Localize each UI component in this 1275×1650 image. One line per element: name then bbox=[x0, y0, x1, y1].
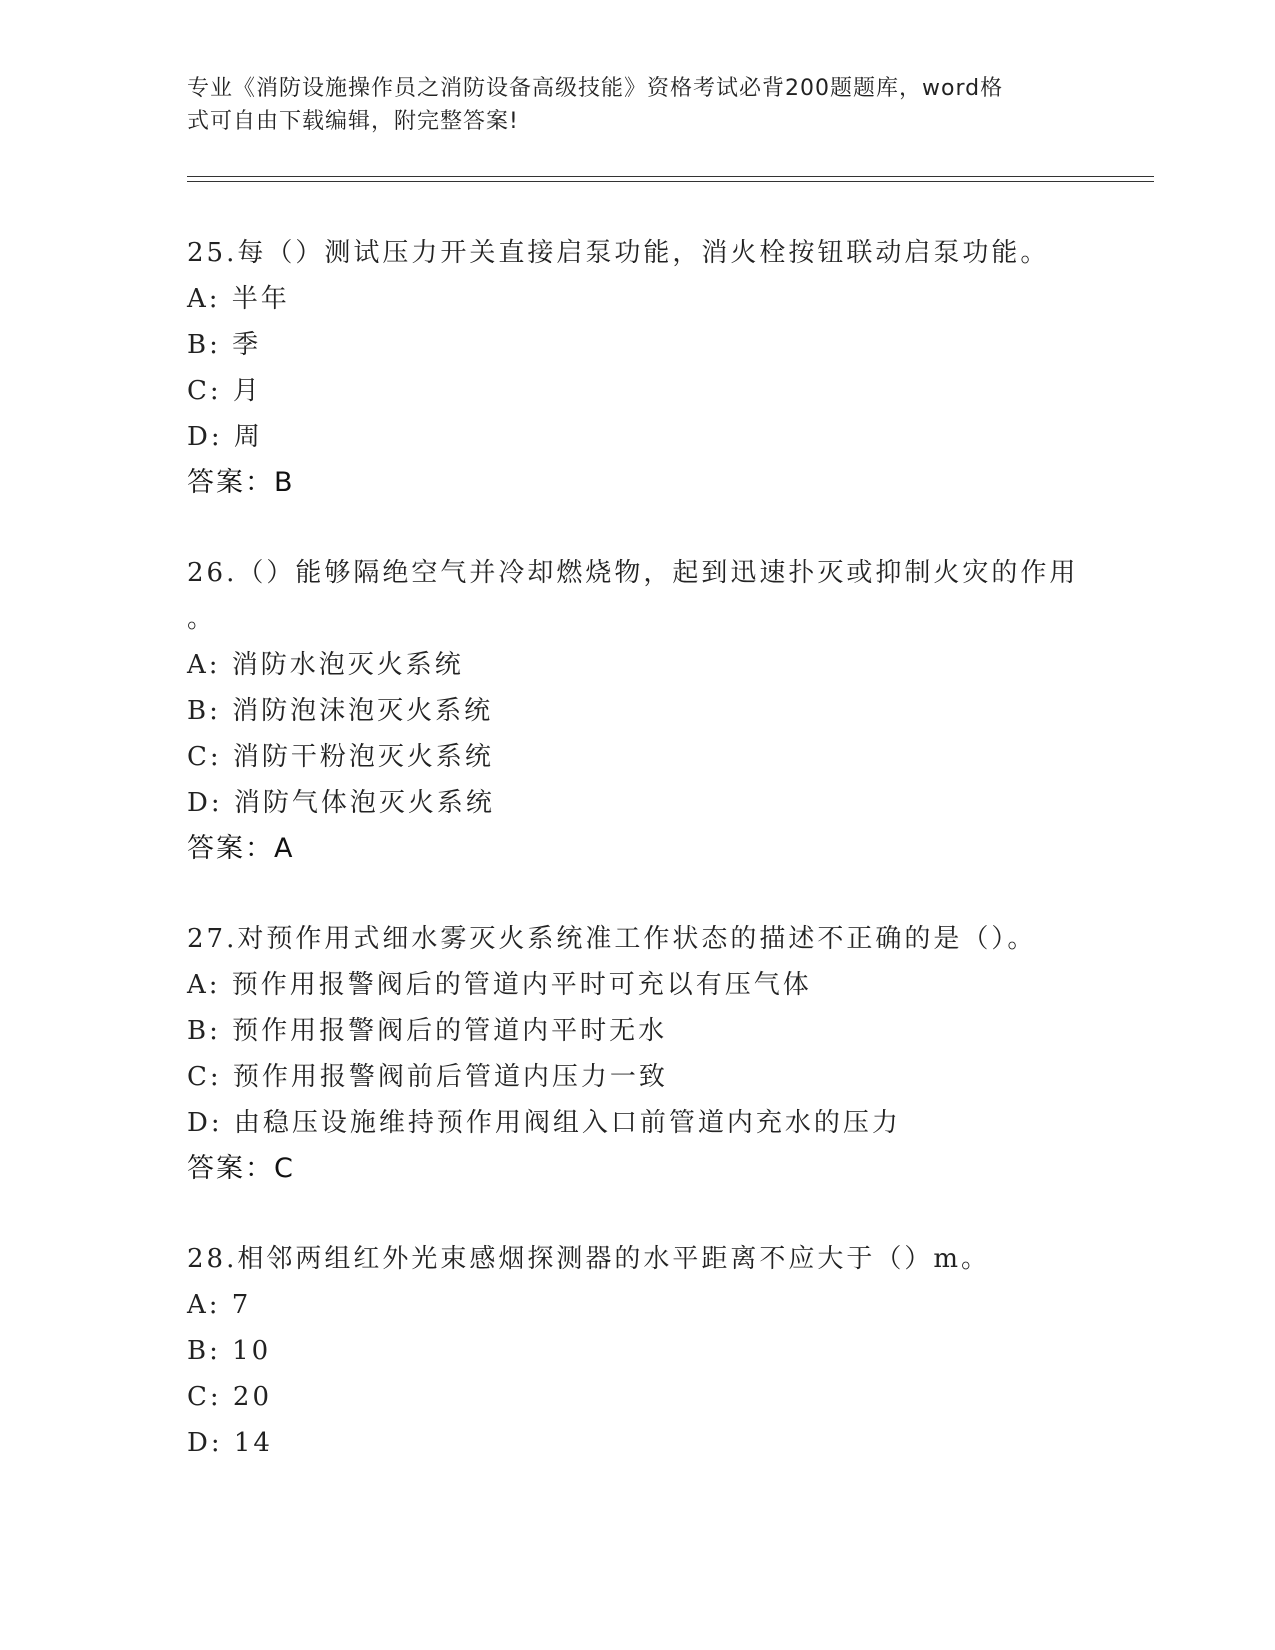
question-text: 28.相邻两组红外光束感烟探测器的水平距离不应大于（）m。 bbox=[187, 1244, 991, 1274]
question-text: 27.对预作用式细水雾灭火系统准工作状态的描述不正确的是（）。 bbox=[187, 924, 1037, 954]
option-c: C: 消防干粉泡灭火系统 bbox=[187, 742, 494, 772]
option-a: A: 半年 bbox=[187, 284, 290, 314]
option-c: C: 预作用报警阀前后管道内压力一致 bbox=[187, 1062, 668, 1092]
header-divider-top bbox=[187, 176, 1154, 177]
option-c: C: 20 bbox=[187, 1382, 273, 1412]
option-d: D: 周 bbox=[187, 422, 263, 452]
question-26 bbox=[187, 550, 1087, 872]
answer-line: 答案：A bbox=[187, 833, 295, 864]
answer-line: 答案：C bbox=[187, 1153, 295, 1184]
option-d: D: 消防气体泡灭火系统 bbox=[187, 788, 495, 818]
question-28 bbox=[187, 1236, 1087, 1466]
question-text: 26.（）能够隔绝空气并冷却燃烧物，起到迅速扑灭或抑制火灾的作用 。 bbox=[187, 558, 1079, 634]
question-25 bbox=[187, 230, 1087, 506]
header-line-2: 式可自由下载编辑，附完整答案! bbox=[187, 109, 519, 134]
option-b: B: 季 bbox=[187, 330, 262, 360]
answer-line: 答案：B bbox=[187, 467, 295, 498]
question-text: 25.每（）测试压力开关直接启泵功能，消火栓按钮联动启泵功能。 bbox=[187, 238, 1050, 268]
option-b: B: 消防泡沫泡灭火系统 bbox=[187, 696, 494, 726]
question-27 bbox=[187, 916, 1087, 1192]
option-a: A: 预作用报警阀后的管道内平时可充以有压气体 bbox=[187, 970, 812, 1000]
document-header bbox=[187, 72, 1067, 138]
option-a: A: 消防水泡灭火系统 bbox=[187, 650, 464, 680]
option-a: A: 7 bbox=[187, 1290, 252, 1320]
question-list bbox=[187, 230, 1087, 1510]
header-line-1: 专业《消防设施操作员之消防设备高级技能》资格考试必背200题题库，word格 bbox=[187, 76, 1004, 101]
header-divider-bottom bbox=[187, 181, 1154, 182]
option-b: B: 10 bbox=[187, 1336, 272, 1366]
option-b: B: 预作用报警阀后的管道内平时无水 bbox=[187, 1016, 668, 1046]
option-d: D: 14 bbox=[187, 1428, 273, 1458]
option-c: C: 月 bbox=[187, 376, 262, 406]
option-d: D: 由稳压设施维持预作用阀组入口前管道内充水的压力 bbox=[187, 1108, 901, 1138]
